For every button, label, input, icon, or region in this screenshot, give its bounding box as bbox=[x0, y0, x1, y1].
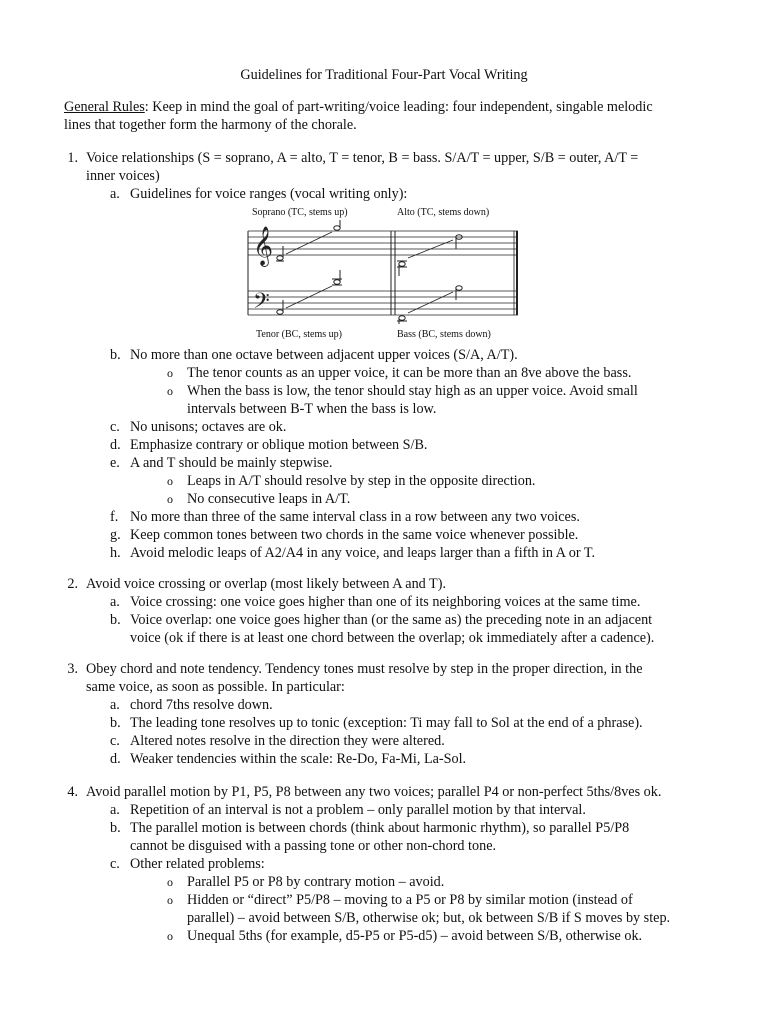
item-text-cont: voice (ok if there is at least one chord between the overlap; ok immediately after a cadence). bbox=[130, 630, 655, 646]
item-marker: b. bbox=[110, 715, 121, 731]
general-rules-label: General Rules bbox=[64, 99, 145, 115]
bass-range-notes bbox=[397, 286, 462, 324]
tenor-caption: Tenor (BC, stems up) bbox=[256, 329, 342, 340]
item-marker: a. bbox=[110, 594, 120, 610]
subitem-text: The tenor counts as an upper voice, it can be more than an 8ve above the bass. bbox=[187, 365, 632, 381]
section-1-line-1: Voice relationships (S = soprano, A = alto, T = tenor, B = bass. S/A/T = upper, S/B = outer, A/T = bbox=[86, 150, 639, 166]
section-3-line-2: same voice, as soon as possible. In particular: bbox=[86, 679, 345, 695]
item-text: Avoid melodic leaps of A2/A4 in any voice, and leaps larger than a fifth in A or T. bbox=[130, 545, 596, 561]
bullet: o bbox=[167, 474, 173, 488]
item-marker: b. bbox=[110, 347, 121, 363]
item-marker: f. bbox=[110, 509, 119, 525]
item-marker: c. bbox=[110, 419, 120, 435]
bass-caption: Bass (BC, stems down) bbox=[397, 329, 491, 340]
bass-clef-icon: 𝄢 bbox=[253, 289, 270, 319]
item-marker: a. bbox=[110, 697, 120, 713]
item-marker: c. bbox=[110, 856, 120, 872]
item-text: Voice overlap: one voice goes higher than (or the same as) the preceding note in an adjacent bbox=[130, 612, 653, 628]
item-text: Weaker tendencies within the scale: Re-Do, Fa-Mi, La-Sol. bbox=[130, 751, 467, 767]
bullet: o bbox=[167, 929, 173, 943]
treble-staff bbox=[248, 231, 518, 255]
item-marker: h. bbox=[110, 545, 121, 561]
tenor-range-notes bbox=[277, 270, 342, 314]
section-number: 3. bbox=[67, 661, 78, 677]
item-text: No unisons; octaves are ok. bbox=[130, 419, 287, 435]
alto-caption: Alto (TC, stems down) bbox=[397, 207, 490, 218]
item-marker: a. bbox=[110, 802, 120, 818]
section-1-line-2: inner voices) bbox=[86, 168, 160, 184]
bullet: o bbox=[167, 492, 173, 506]
page-title: Guidelines for Traditional Four-Part Vocal Writing bbox=[240, 67, 528, 83]
subitem-text: No consecutive leaps in A/T. bbox=[187, 491, 351, 507]
item-text: chord 7ths resolve down. bbox=[130, 697, 273, 713]
subitem-text-cont: intervals between B-T when the bass is low. bbox=[187, 401, 437, 417]
subitem-text: Unequal 5ths (for example, d5-P5 or P5-d5) – avoid between S/B, otherwise ok. bbox=[187, 928, 643, 944]
item-text-cont: cannot be disguised with a passing tone or other non-chord tone. bbox=[130, 838, 497, 854]
section-3-line-1: Obey chord and note tendency. Tendency tones must resolve by step in the proper direction, in the bbox=[86, 661, 643, 677]
item-marker: b. bbox=[110, 820, 121, 836]
item-text: Guidelines for voice ranges (vocal writing only): bbox=[130, 186, 408, 202]
general-rules-line-2: lines that together form the harmony of the chorale. bbox=[64, 117, 357, 133]
general-rules-text: : Keep in mind the goal of part-writing/voice leading: four independent, singable melodic bbox=[144, 99, 653, 115]
item-text: A and T should be mainly stepwise. bbox=[130, 455, 333, 471]
item-text: No more than one octave between adjacent upper voices (S/A, A/T). bbox=[130, 347, 518, 363]
section-2-line-1: Avoid voice crossing or overlap (most likely between A and T). bbox=[86, 576, 446, 592]
item-marker: d. bbox=[110, 437, 121, 453]
subitem-text: Parallel P5 or P8 by contrary motion – avoid. bbox=[187, 874, 445, 890]
subitem-text: Hidden or “direct” P5/P8 – moving to a P5 or P8 by similar motion (instead of bbox=[187, 892, 633, 908]
item-marker: a. bbox=[110, 186, 120, 202]
item-text: Voice crossing: one voice goes higher than one of its neighboring voices at the same time. bbox=[130, 594, 641, 610]
item-text: Keep common tones between two chords in the same voice whenever possible. bbox=[130, 527, 579, 543]
soprano-caption: Soprano (TC, stems up) bbox=[252, 207, 348, 218]
bullet: o bbox=[167, 384, 173, 398]
item-marker: e. bbox=[110, 455, 120, 471]
general-rules-line-1 bbox=[64, 98, 653, 116]
item-marker: c. bbox=[110, 733, 120, 749]
item-text: Other related problems: bbox=[130, 856, 265, 872]
bullet: o bbox=[167, 366, 173, 380]
bass-staff bbox=[248, 291, 518, 315]
bullet: o bbox=[167, 875, 173, 889]
barlines bbox=[248, 231, 517, 315]
section-number: 1. bbox=[67, 150, 78, 166]
item-text: The leading tone resolves up to tonic (exception: Ti may fall to Sol at the end of a phrase). bbox=[130, 715, 643, 731]
item-marker: g. bbox=[110, 527, 121, 543]
subitem-text: Leaps in A/T should resolve by step in the opposite direction. bbox=[187, 473, 536, 489]
section-number: 2. bbox=[67, 576, 78, 592]
subitem-text: When the bass is low, the tenor should stay high as an upper voice. Avoid small bbox=[187, 383, 638, 399]
item-marker: b. bbox=[110, 612, 121, 628]
item-text: The parallel motion is between chords (think about harmonic rhythm), so parallel P5/P8 bbox=[130, 820, 630, 836]
item-text: Repetition of an interval is not a problem – only parallel motion by that interval. bbox=[130, 802, 586, 818]
item-text: Emphasize contrary or oblique motion between S/B. bbox=[130, 437, 428, 453]
subitem-text-cont: parallel) – avoid between S/B, otherwise ok; but, ok between S/B if S moves by step. bbox=[187, 910, 671, 926]
treble-clef-icon: 𝄞 bbox=[253, 226, 274, 266]
item-text: No more than three of the same interval class in a row between any two voices. bbox=[130, 509, 580, 525]
section-4-line-1: Avoid parallel motion by P1, P5, P8 between any two voices; parallel P4 or non-perfect 5ths/8ves ok. bbox=[86, 784, 662, 800]
item-text: Altered notes resolve in the direction they were altered. bbox=[130, 733, 445, 749]
bullet: o bbox=[167, 893, 173, 907]
section-number: 4. bbox=[67, 784, 78, 800]
voice-range-staff bbox=[244, 220, 520, 324]
item-marker: d. bbox=[110, 751, 121, 767]
